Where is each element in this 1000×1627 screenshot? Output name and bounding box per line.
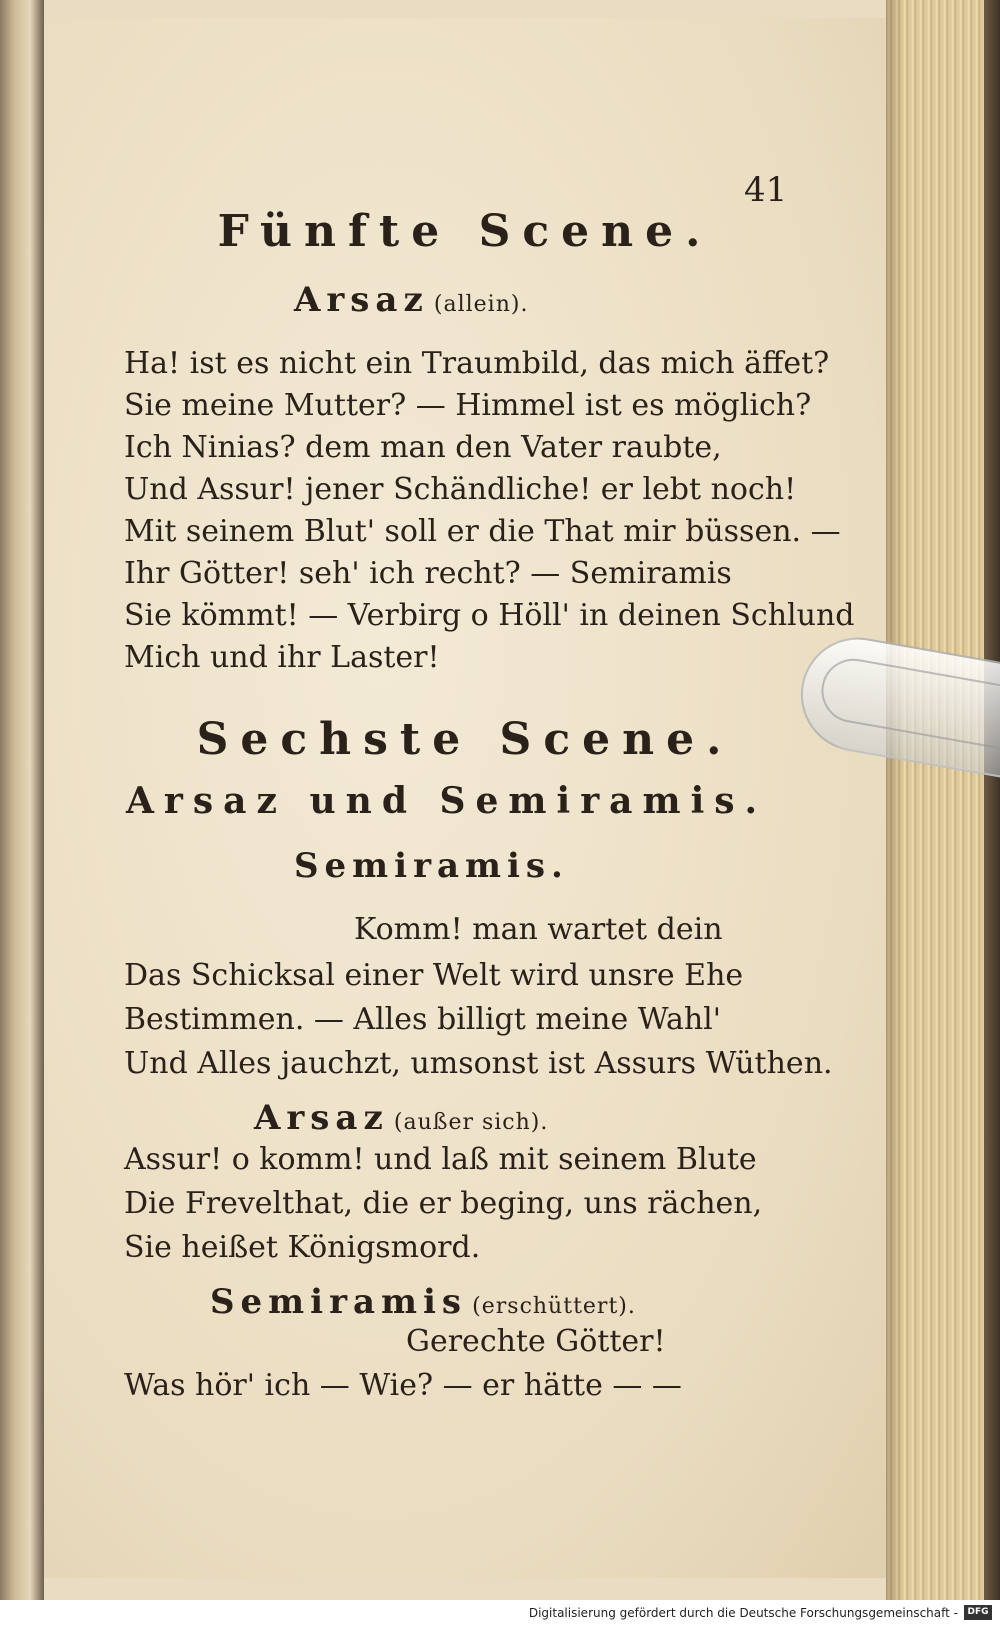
speaker-semiramis: Semiramis	[210, 1282, 468, 1322]
stage-direction: (erschüttert).	[472, 1294, 636, 1319]
verse-line: Bestimmen. — Alles billigt meine Wahl'	[124, 1002, 722, 1037]
verse-line: Die Frevelthat, die er beging, uns rächen,	[124, 1186, 763, 1221]
speaker-line-arsaz	[254, 1098, 548, 1138]
verse-line: Ich Ninias? dem man den Vater raubte,	[124, 430, 722, 465]
verse-line: Sie meine Mutter? — Himmel ist es möglich?	[124, 388, 812, 423]
page-number: 41	[744, 170, 788, 210]
page-edges	[886, 0, 1000, 1600]
verse-line: Mich und ihr Laster!	[124, 640, 440, 675]
verse-line: Gerechte Götter!	[406, 1324, 666, 1359]
verse-line: Sie heißet Königsmord.	[124, 1230, 481, 1265]
footer-bar	[0, 1600, 1000, 1627]
verse-line: Das Schicksal einer Welt wird unsre Ehe	[124, 958, 744, 993]
verse-line: Komm! man wartet dein	[354, 912, 723, 947]
book-page	[44, 18, 886, 1578]
speaker-arsaz: Arsaz	[254, 1098, 389, 1138]
verse-line: Was hör' ich — Wie? — er hätte — —	[124, 1368, 682, 1403]
scene-6-characters: Arsaz und Semiramis.	[126, 780, 768, 822]
verse-line: Und Alles jauchzt, umsonst ist Assurs Wüthen.	[124, 1046, 833, 1081]
speaker-semiramis: Semiramis.	[294, 846, 569, 886]
verse-line: Ha! ist es nicht ein Traumbild, das mich äffet?	[124, 346, 830, 381]
left-page-edge	[0, 0, 44, 1600]
speaker-arsaz: Arsaz	[294, 280, 429, 320]
verse-line: Ihr Götter! seh' ich recht? — Semiramis	[124, 556, 732, 591]
dfg-logo: DFG	[964, 1605, 992, 1620]
verse-line: Assur! o komm! und laß mit seinem Blute	[124, 1142, 757, 1177]
scene-6-heading: Sechste Scene.	[196, 714, 734, 765]
verse-line: Mit seinem Blut' soll er die That mir büssen. —	[124, 514, 841, 549]
footer-credit: Digitalisierung gefördert durch die Deutsche Forschungsgemeinschaft -	[528, 1606, 958, 1620]
stage-direction: (allein).	[433, 292, 529, 317]
scene-5-speaker-line	[294, 280, 528, 320]
verse-line: Sie kömmt! — Verbirg o Höll' in deinen Schlund	[124, 598, 855, 633]
speaker-line-semiramis	[210, 1282, 636, 1322]
stage-direction: (außer sich).	[393, 1110, 549, 1135]
verse-line: Und Assur! jener Schändliche! er lebt noch!	[124, 472, 797, 507]
scene-5-heading: Fünfte Scene.	[217, 206, 713, 257]
